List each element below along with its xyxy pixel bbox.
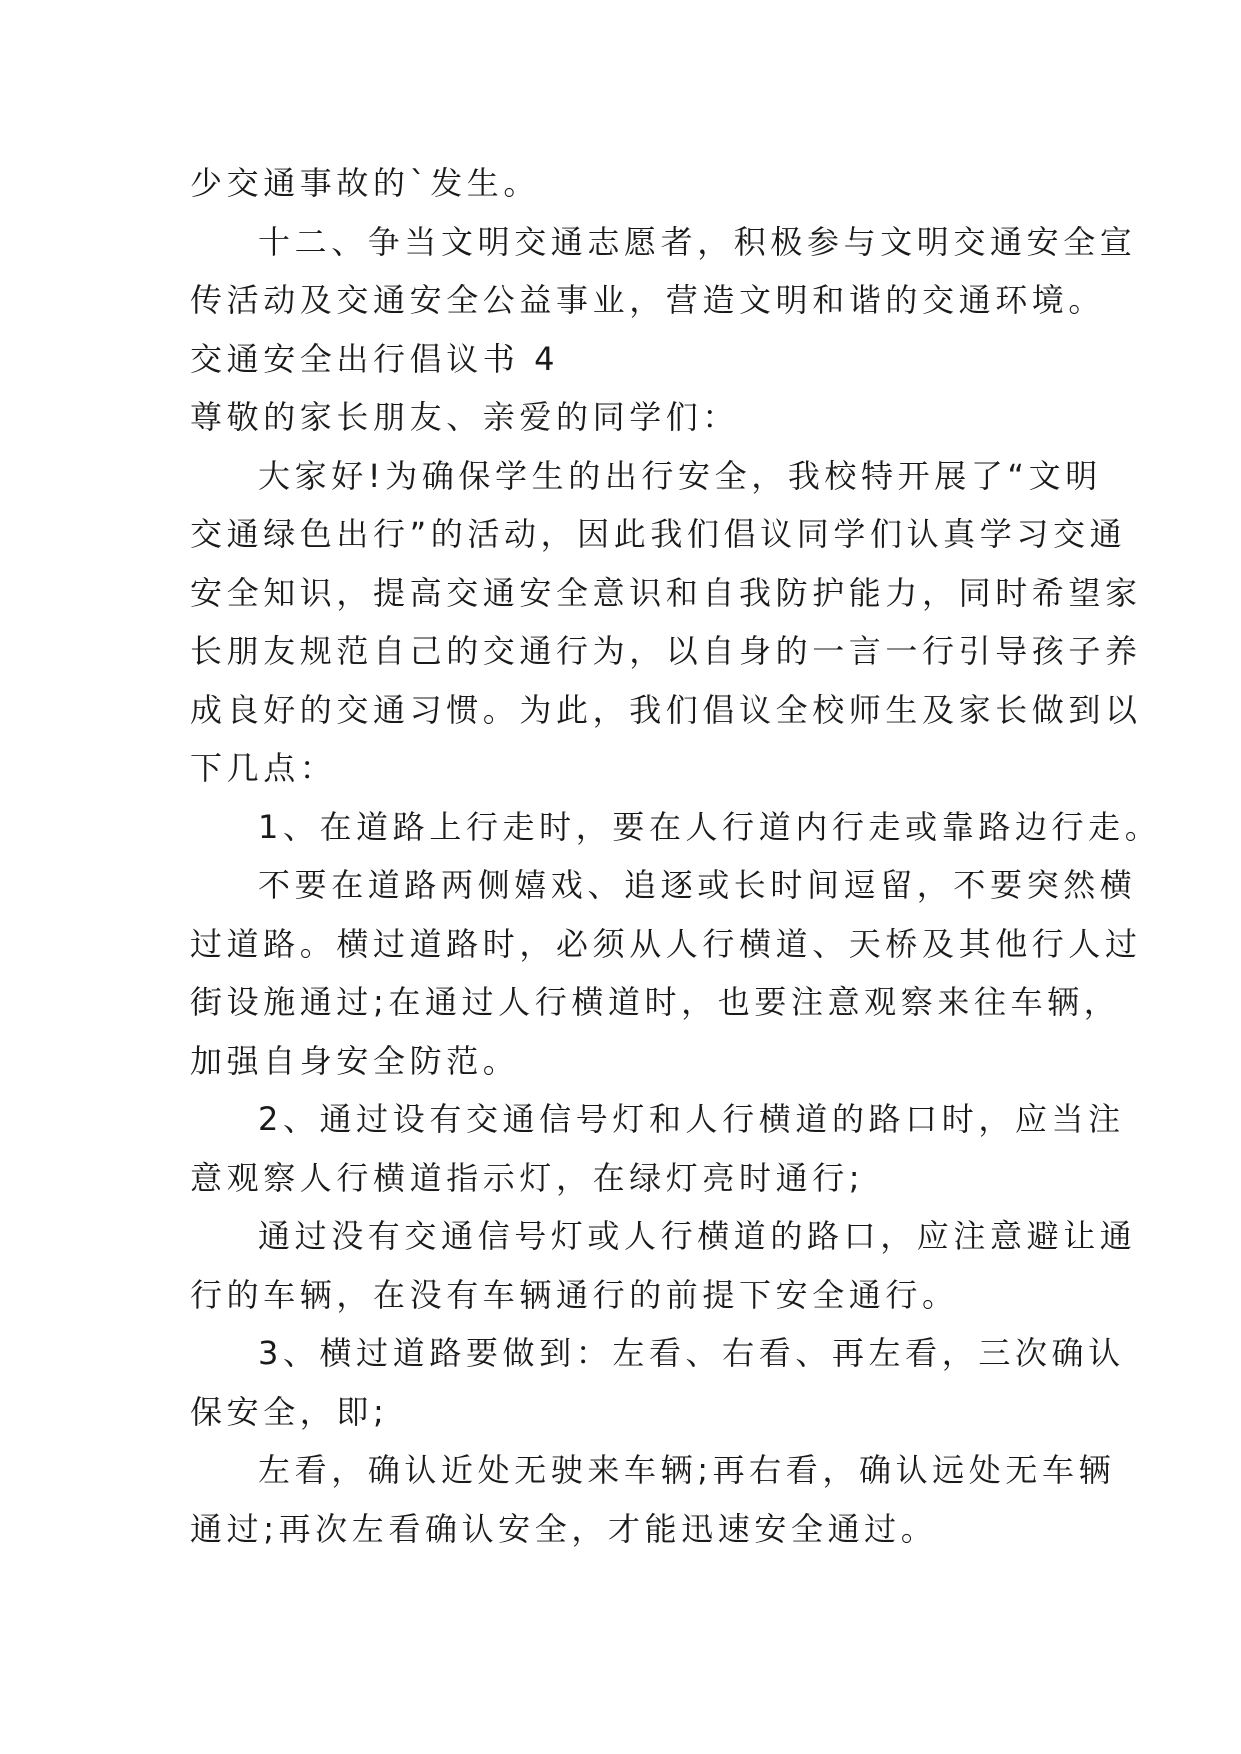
text-line: 成良好的交通习惯。为此，我们倡议全校师生及家长做到以	[190, 690, 1142, 729]
text-line: 不要在道路两侧嬉戏、追逐或长时间逗留，不要突然横	[258, 866, 1137, 904]
text-line: 少交通事故的`发生。	[190, 164, 541, 202]
text-line: 通过没有交通信号灯或人行横道的路口，应注意避让通	[258, 1217, 1137, 1255]
text-line: 交通绿色出行”的活动，因此我们倡议同学们认真学习交通	[190, 515, 1127, 553]
text-line: 行的车辆，在没有车辆通行的前提下安全通行。	[190, 1275, 959, 1314]
text-line: 街设施通过;在通过人行横道时，也要注意观察来往车辆，	[190, 983, 1121, 1021]
text-line: 十二、争当文明交通志愿者，积极参与文明交通安全宣	[258, 222, 1137, 261]
text-line: 1、在道路上行走时，要在人行道内行走或靠路边行走。	[258, 807, 1162, 846]
text-line: 大家好!为确保学生的出行安全，我校特开展了“文明	[258, 456, 1102, 495]
text-line: 下几点：	[190, 749, 337, 787]
text-line: 尊敬的家长朋友、亲爱的同学们：	[190, 398, 740, 436]
text-line: 2、通过设有交通信号灯和人行横道的路口时，应当注	[258, 1100, 1125, 1138]
text-line: 传活动及交通安全公益事业，营造文明和谐的交通环境。	[190, 281, 1106, 319]
text-line: 意观察人行横道指示灯，在绿灯亮时通行;	[190, 1158, 865, 1197]
text-line: 过道路。横过道路时，必须从人行横道、天桥及其他行人过	[190, 924, 1142, 963]
text-line: 保安全，即;	[190, 1392, 389, 1431]
document-body	[190, 154, 1162, 1558]
text-line: 通过;再次左看确认安全，才能迅速安全通过。	[190, 1509, 938, 1548]
text-line: 交通安全出行倡议书 4	[190, 339, 560, 378]
text-line: 安全知识，提高交通安全意识和自我防护能力，同时希望家	[190, 573, 1142, 612]
text-line: 左看，确认近处无驶来车辆;再右看，确认远处无车辆	[258, 1451, 1116, 1489]
text-line: 3、横过道路要做到：左看、右看、再左看，三次确认	[258, 1334, 1125, 1372]
text-line: 长朋友规范自己的交通行为，以自身的一言一行引导孩子养	[190, 632, 1142, 670]
text-line: 加强自身安全防范。	[190, 1041, 520, 1080]
